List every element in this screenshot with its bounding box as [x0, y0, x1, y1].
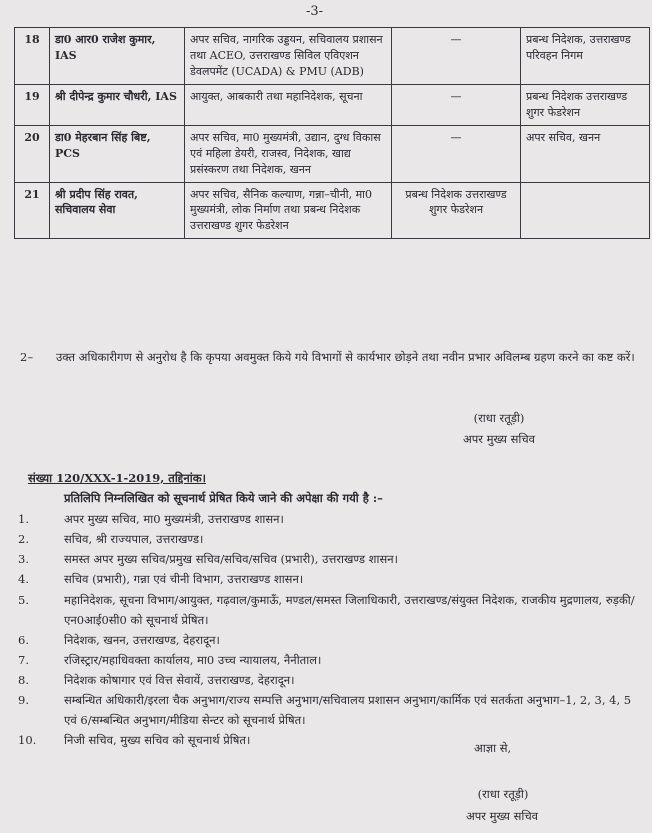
list-item-text: निदेशक कोषागार एवं वित्त सेवायें, उत्तराखण्ड, देहरादून।	[64, 673, 295, 687]
row-number: 21	[15, 182, 50, 239]
new-charge: प्रबन्ध निदेशक, उत्तराखण्ड परिवहन निगम	[521, 28, 650, 85]
retained-charge: —	[392, 84, 521, 125]
order-line: आज्ञा से,	[474, 741, 512, 755]
officer-name: श्री दीपेन्द्र कुमार चौधरी, IAS	[50, 84, 185, 125]
officer-charge-table	[14, 27, 650, 239]
list-item	[18, 509, 638, 529]
list-item	[18, 529, 638, 549]
current-charge: अपर सचिव, मा0 मुख्यमंत्री, उद्यान, दुग्ध विकास एवं महिला डेयरी, राजस्व, निदेशक, खाद्य प्रसंस्करण तथा निदेशक, खनन	[185, 125, 392, 182]
list-item-number: 3.	[18, 552, 29, 567]
order-reference: संख्या 120/XXX-1-2019, तद्दिनांक।	[28, 471, 206, 485]
signature-designation: अपर मुख्य सचिव	[462, 432, 536, 446]
signature-designation-2: अपर मुख्य सचिव	[465, 809, 539, 823]
table-row	[15, 182, 650, 239]
page-number: -3-	[306, 4, 324, 19]
paragraph-number: 2–	[20, 350, 34, 364]
list-item-text: महानिदेशक, सूचना विभाग/आयुक्त, गढ़वाल/कुमाऊँ, मण्डल/समस्त जिलाधिकारी, उत्तराखण्ड/संयुक्त निदेशक, राजकीय मुद्रणालय, रुड़की/एन0आई0सी0 को सूचनार्थ प्रेषित।	[64, 592, 635, 627]
list-item	[18, 730, 638, 750]
officer-name: डा0 आर0 राजेश कुमार, IAS	[50, 28, 185, 85]
list-item	[18, 590, 638, 630]
signature-name-2: (राधा रतूड़ी)	[477, 787, 529, 801]
list-item-number: 9.	[18, 693, 29, 708]
new-charge: प्रबन्ध निदेशक उत्तराखण्ड शुगर फेडरेशन	[521, 84, 650, 125]
list-item-number: 5.	[18, 592, 29, 607]
row-number: 18	[15, 28, 50, 85]
new-charge	[521, 182, 650, 239]
list-item	[18, 549, 638, 569]
paragraph-text: उक्त अधिकारीगण से अनुरोध है कि कृपया अवमुक्त किये गये विभागों से कार्यभार छोड़ने तथा नवीन प्रभार अविलम्ब ग्रहण करने का कष्ट करें।	[56, 350, 635, 364]
officer-name: श्री प्रदीप सिंह रावत, सचिवालय सेवा	[50, 182, 185, 239]
list-item	[18, 690, 638, 730]
current-charge: आयुक्त, आबकारी तथा महानिदेशक, सूचना	[185, 84, 392, 125]
list-item-number: 8.	[18, 673, 29, 687]
new-charge: अपर सचिव, खनन	[521, 125, 650, 182]
list-item	[18, 650, 638, 670]
list-item-text: अपर मुख्य सचिव, मा0 मुख्यमंत्री, उत्तराखण्ड शासन।	[64, 512, 284, 526]
list-item-number: 6.	[18, 632, 29, 647]
table-row	[15, 125, 650, 182]
list-item-text: सम्बन्धित अधिकारी/इरला चैक अनुभाग/राज्य सम्पत्ति अनुभाग/सचिवालय प्रशासन अनुभाग/कार्मिक एवं सतर्कता अनुभाग–1, 2, 3, 4, 5 एवं 6/सम्बन्धित अनुभाग/मीडिया सेन्टर को सूचनार्थ प्रेषित।	[64, 693, 632, 728]
retained-charge: प्रबन्ध निदेशक उत्तराखण्ड शुगर फेडरेशन	[392, 182, 521, 239]
list-item	[18, 670, 638, 690]
list-item	[18, 569, 638, 589]
list-item-text: निजी सचिव, मुख्य सचिव को सूचनार्थ प्रेषित।	[64, 733, 251, 748]
list-item-text: सचिव, श्री राज्यपाल, उत्तराखण्ड।	[64, 532, 204, 547]
list-item-number: 2.	[18, 532, 29, 547]
retained-charge: —	[392, 125, 521, 182]
table-row	[15, 28, 650, 85]
copy-recipient-list	[18, 509, 638, 751]
row-number: 19	[15, 84, 50, 125]
current-charge: अपर सचिव, नागरिक उड्डयन, सचिवालय प्रशासन तथा ACEO, उत्तराखण्ड सिविल एविएशन डेवलपमेंट (UCADA) & PMU (ADB)	[185, 28, 392, 85]
retained-charge: —	[392, 28, 521, 85]
list-item-text: रजिस्ट्रार/महाधिवक्ता कार्यालय, मा0 उच्च न्यायालय, नैनीताल।	[64, 652, 322, 667]
signature-name: (राधा रतूड़ी)	[473, 411, 525, 425]
current-charge: अपर सचिव, सैनिक कल्याण, गन्ना–चीनी, मा0 मुख्यमंत्री, लोक निर्माण तथा प्रबन्ध निदेशक उत्तराखण्ड शुगर फेडरेशन	[185, 182, 392, 239]
list-item-number: 7.	[18, 652, 29, 667]
officer-name: डा0 मेहरबान सिंह बिष्ट, PCS	[50, 125, 185, 182]
list-item	[18, 630, 638, 650]
table-row	[15, 84, 650, 125]
list-item-text: सचिव (प्रभारी), गन्ना एवं चीनी विभाग, उत्तराखण्ड शासन।	[64, 572, 304, 587]
list-item-number: 4.	[18, 572, 29, 587]
copy-intro: प्रतिलिपि निम्नलिखित को सूचनार्थ प्रेषित किये जाने की अपेक्षा की गयी है :–	[64, 491, 383, 505]
list-item-text: निदेशक, खनन, उत्तराखण्ड, देहरादून।	[64, 632, 220, 647]
row-number: 20	[15, 125, 50, 182]
list-item-text: समस्त अपर मुख्य सचिव/प्रमुख सचिव/सचिव/सचिव (प्रभारी), उत्तराखण्ड शासन।	[64, 552, 398, 567]
list-item-number: 1.	[18, 512, 29, 526]
request-paragraph	[20, 347, 640, 369]
list-item-number: 10.	[18, 733, 37, 748]
